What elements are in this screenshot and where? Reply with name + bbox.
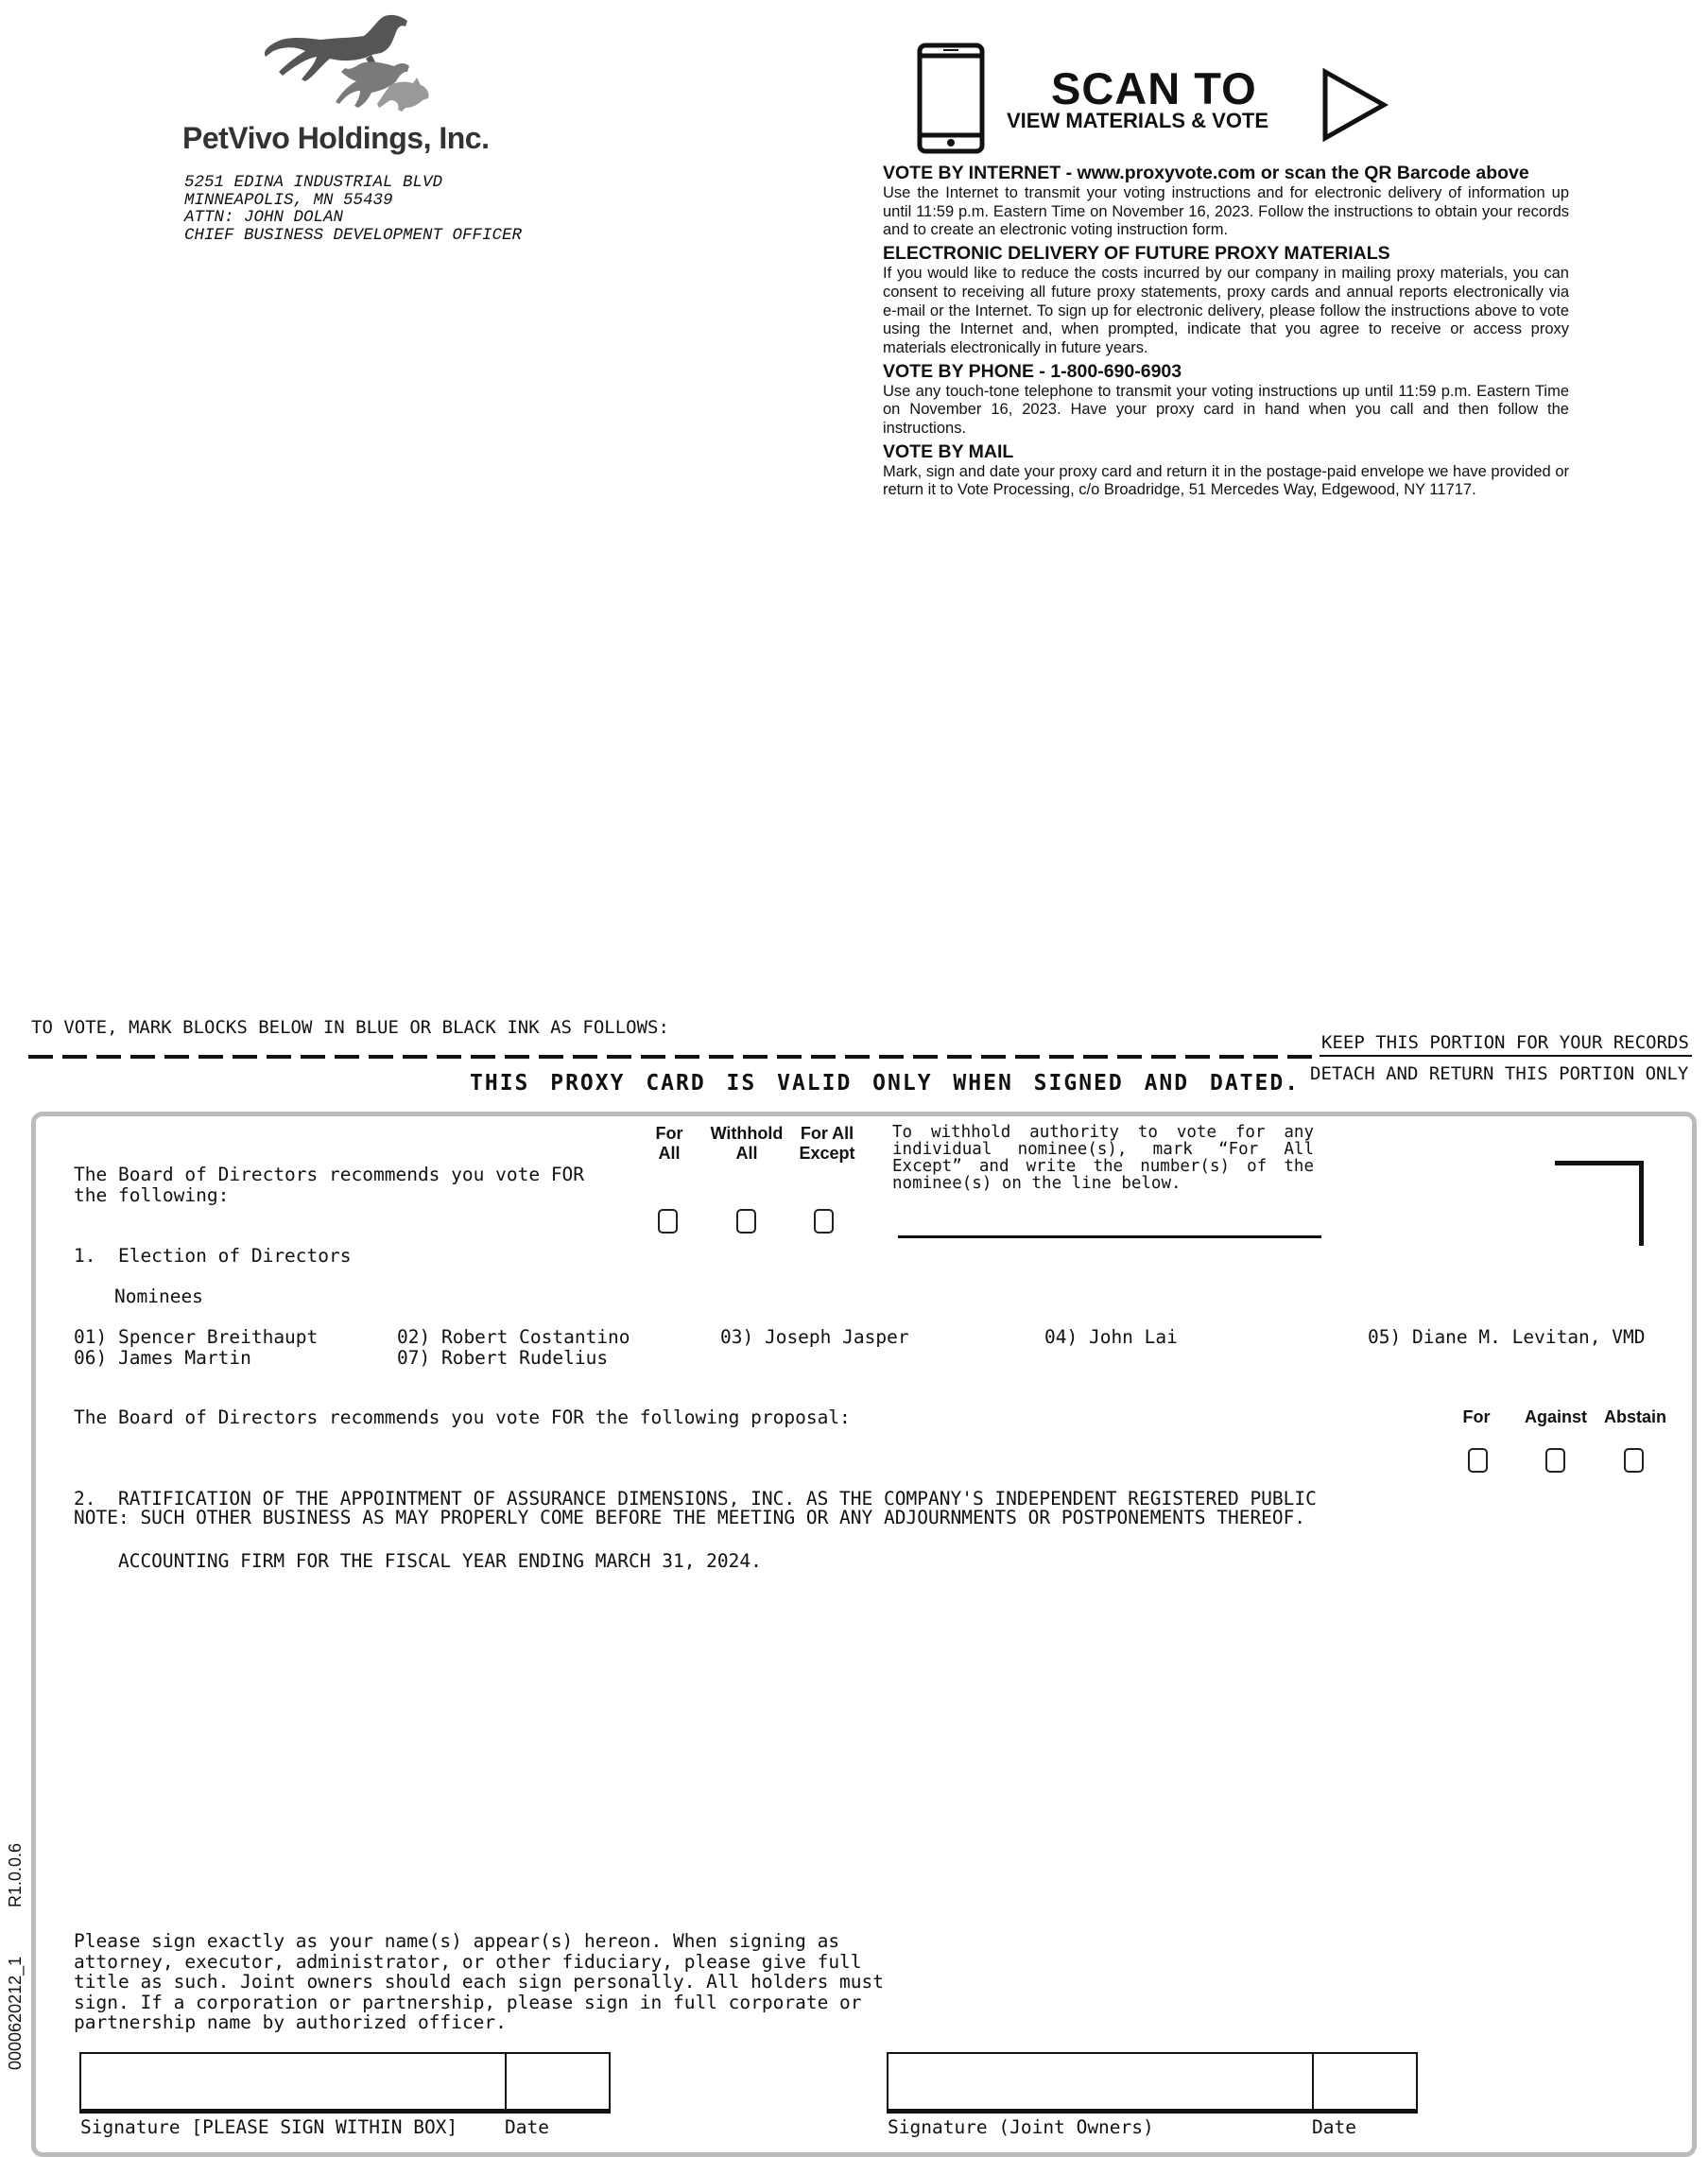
date-label: Date	[505, 2116, 549, 2138]
side-revision: R1.0.0.6	[6, 1842, 25, 1907]
note-text: NOTE: SUCH OTHER BUSINESS AS MAY PROPERLY COME BEFORE THE MEETING OR ANY ADJOURNMENTS OR POSTPONEMENTS THEREOF.	[74, 1507, 1306, 1528]
scan-title: SCAN TO	[1051, 63, 1257, 113]
instruction-line: title as such. Joint owners should each sign personally. All holders must	[74, 1971, 885, 1993]
proposal2-recommendation: The Board of Directors recommends you vote FOR the following proposal:	[74, 1406, 851, 1428]
instruction-line: partnership name by authorized officer.	[74, 2011, 507, 2033]
voting-instructions	[883, 163, 1569, 503]
withhold-instructions: To withhold authority to vote for any individual nominee(s), mark “For All Except” and write the number(s) of the nominee(s) on the line below.	[892, 1123, 1314, 1193]
col-label: Withhold	[710, 1124, 784, 1143]
for-all-except-checkbox[interactable]	[814, 1209, 834, 1234]
nominee: 07) Robert Rudelius	[397, 1347, 609, 1369]
vote-phone-text: Use any touch-tone telephone to transmit your voting instructions up until 11:59 p.m. Eastern Time on November 16, 2023. Have your proxy card in hand when you call and then follow the instructions.	[883, 382, 1569, 438]
proposal2-abstain-checkbox[interactable]	[1624, 1448, 1644, 1473]
proposal2-line: 2. RATIFICATION OF THE APPOINTMENT OF ASSURANCE DIMENSIONS, INC. AS THE COMPANY'S INDEPENDENT REGISTERED PUBLIC	[74, 1488, 1317, 1510]
instruction-line: attorney, executor, administrator, or other fiduciary, please give full	[74, 1950, 862, 1973]
address-line: MINNEAPOLIS, MN 55439	[184, 190, 393, 210]
signature-label: Signature [PLEASE SIGN WITHIN BOX]	[80, 2116, 458, 2138]
signature-instructions	[74, 1931, 884, 2033]
col-label: For All	[800, 1124, 854, 1143]
joint-signature-label: Signature (Joint Owners)	[888, 2116, 1154, 2138]
company-address	[184, 174, 522, 244]
company-name: PetVivo Holdings, Inc.	[182, 121, 490, 155]
recommendation-line: the following:	[74, 1184, 230, 1206]
nominee: 05) Diane M. Levitan, VMD	[1368, 1326, 1646, 1348]
nominee: 03) Joseph Jasper	[720, 1326, 909, 1348]
address-line: ATTN: JOHN DOLAN	[184, 208, 344, 227]
side-code: 0000620212_1	[6, 1956, 25, 2070]
scan-subtitle: VIEW MATERIALS & VOTE	[1007, 109, 1269, 132]
proposal2-line: ACCOUNTING FIRM FOR THE FISCAL YEAR ENDING MARCH 31, 2024.	[74, 1550, 762, 1572]
proposal1-recommendation	[74, 1165, 584, 1206]
signature-box[interactable]	[79, 2052, 507, 2114]
recommendation-line: The Board of Directors recommends you vote FOR	[74, 1164, 585, 1185]
vote-mail-heading: VOTE BY MAIL	[883, 440, 1014, 462]
for-all-checkbox[interactable]	[658, 1209, 678, 1234]
col-for: For	[1462, 1407, 1491, 1426]
address-line: 5251 EDINA INDUSTRIAL BLVD	[184, 173, 443, 192]
col-withhold-all	[699, 1124, 794, 1164]
col-against: Against	[1524, 1407, 1587, 1426]
col-label: All	[658, 1144, 681, 1163]
col-abstain: Abstain	[1603, 1407, 1666, 1426]
date-box[interactable]	[505, 2052, 611, 2114]
col-label: All	[735, 1144, 758, 1163]
vote-internet-text: Use the Internet to transmit your voting instructions and for electronic delivery of information up until 11:59 p.m. Eastern Time on November 16, 2023. Follow the instructions to obtain your records and to create an electronic voting instruction form.	[883, 184, 1569, 239]
detach-dashed-line	[28, 1053, 1320, 1061]
instruction-line: sign. If a corporation or partnership, please sign in full corporate or	[74, 1991, 862, 2013]
play-arrow-icon	[1321, 68, 1389, 142]
keep-portion-label: KEEP THIS PORTION FOR YOUR RECORDS	[1321, 1032, 1689, 1053]
joint-date-box[interactable]	[1312, 2052, 1418, 2114]
joint-signature-box[interactable]	[887, 2052, 1314, 2114]
electronic-delivery-heading: ELECTRONIC DELIVERY OF FUTURE PROXY MATERIALS	[883, 243, 1390, 265]
instruction-line: Please sign exactly as your name(s) appear(s) hereon. When signing as	[74, 1930, 840, 1952]
col-label: Except	[799, 1144, 855, 1163]
electronic-delivery-text: If you would like to reduce the costs incurred by our company in mailing proxy materials, you can consent to receiving all future proxy statements, proxy cards and annual reports electronically via e-mail or the Internet. To sign up for electronic delivery, please follow the instructions above to vote using the Internet and, when prompted, indicate that you agree to receive or access proxy materials electronically in future years.	[883, 265, 1569, 356]
vote-phone-heading: VOTE BY PHONE - 1-800-690-6903	[883, 360, 1182, 382]
nominee: 04) John Lai	[1044, 1326, 1178, 1348]
registration-mark	[1555, 1161, 1644, 1165]
withhold-all-checkbox[interactable]	[736, 1209, 756, 1234]
election-item: 1. Election of Directors	[74, 1245, 352, 1267]
smartphone-icon	[917, 43, 985, 154]
col-for-all-except	[789, 1124, 865, 1164]
joint-date-label: Date	[1312, 2116, 1356, 2138]
vote-internet-heading: VOTE BY INTERNET - www.proxyvote.com or scan the QR Barcode above	[883, 163, 1529, 183]
vote-instruction: TO VOTE, MARK BLOCKS BELOW IN BLUE OR BLACK INK AS FOLLOWS:	[31, 1017, 669, 1038]
keep-underline	[1320, 1055, 1692, 1057]
horse-dog-cat-logo	[239, 9, 434, 113]
detach-return-label: DETACH AND RETURN THIS PORTION ONLY	[1310, 1063, 1689, 1084]
col-for-all	[646, 1124, 693, 1164]
nominee: 02) Robert Costantino	[397, 1326, 630, 1348]
proposal2-for-checkbox[interactable]	[1468, 1448, 1488, 1473]
nominees-label: Nominees	[114, 1286, 203, 1307]
nominee: 01) Spencer Breithaupt	[74, 1326, 319, 1348]
nominee: 06) James Martin	[74, 1347, 251, 1369]
vote-mail-text: Mark, sign and date your proxy card and return it in the postage-paid envelope we have provided or return it to Vote Processing, c/o Broadridge, 51 Mercedes Way, Edgewood, NY 11717.	[883, 462, 1569, 499]
registration-mark	[1639, 1161, 1644, 1246]
except-nominee-line[interactable]	[898, 1235, 1321, 1238]
proposal2-against-checkbox[interactable]	[1545, 1448, 1565, 1473]
address-line: CHIEF BUSINESS DEVELOPMENT OFFICER	[184, 225, 523, 245]
valid-notice: THIS PROXY CARD IS VALID ONLY WHEN SIGNED AND DATED.	[470, 1071, 1301, 1096]
col-label: For	[655, 1124, 683, 1143]
